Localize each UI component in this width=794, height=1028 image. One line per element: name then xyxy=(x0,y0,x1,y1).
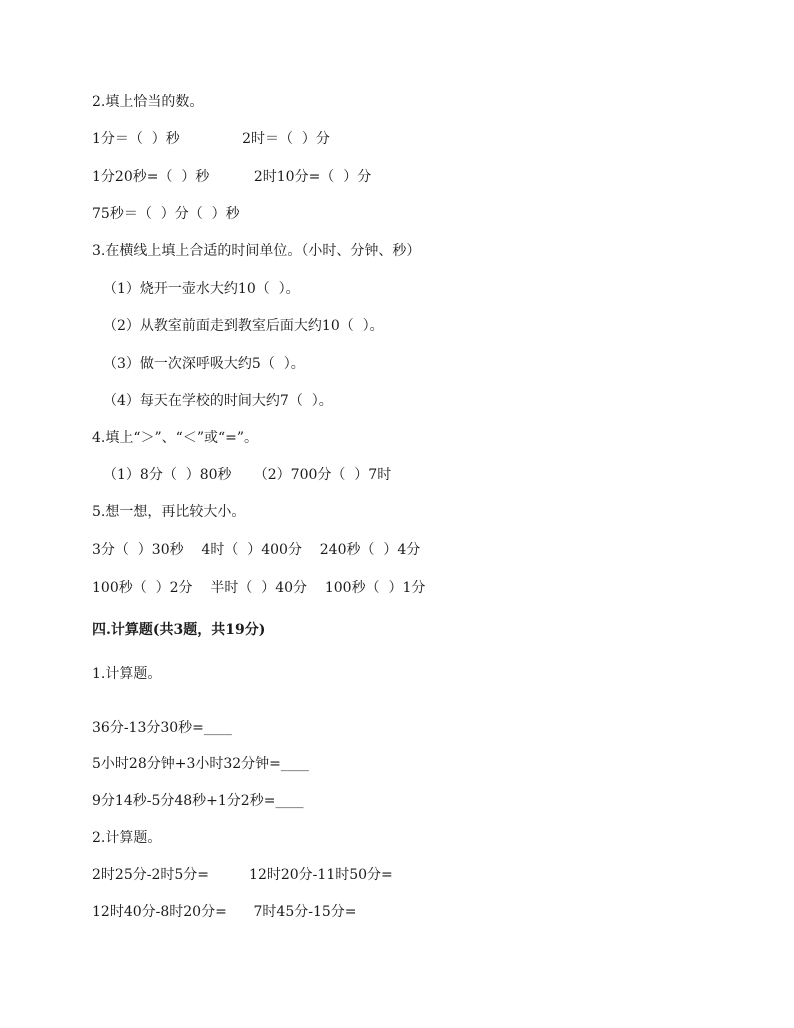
calc2-heading: 2.计算题。 xyxy=(92,830,162,846)
calc2-row-1: 2时25分-2时5分= 12时20分-11时50分= xyxy=(92,867,393,883)
q3-heading: 3.在横线上填上合适的时间单位。（小时、分钟、秒） xyxy=(92,243,421,259)
q3-item-1: （1）烧开一壶水大约10（ ）。 xyxy=(103,281,300,297)
q5-heading: 5.想一想，再比较大小。 xyxy=(92,504,246,520)
calc1-row-2: 5小时28分钟+3小时32分钟=____ xyxy=(92,756,309,772)
calc1-heading: 1.计算题。 xyxy=(92,666,162,682)
q2-row-1: 1分＝（ ）秒 2时＝（ ）分 xyxy=(92,131,330,147)
q2-row-2: 1分20秒=（ ）秒 2时10分=（ ）分 xyxy=(92,169,372,185)
q5-row-1: 3分（ ）30秒 4时（ ）400分 240秒（ ）4分 xyxy=(92,542,421,558)
q5-row-2: 100秒（ ）2分 半时（ ）40分 100秒（ ）1分 xyxy=(92,580,426,596)
q2-row-3: 75秒＝（ ）分（ ）秒 xyxy=(92,206,240,222)
calc1-row-3: 9分14秒-5分48秒+1分2秒=____ xyxy=(92,793,304,809)
q3-item-4: （4）每天在学校的时间大约7（ ）。 xyxy=(103,393,333,409)
section-four-heading: 四.计算题(共3题，共19分) xyxy=(92,622,266,638)
calc2-row-2: 12时40分-8时20分= 7时45分-15分= xyxy=(92,904,357,920)
q3-item-3: （3）做一次深呼吸大约5（ ）。 xyxy=(103,356,305,372)
q4-row: （1）8分（ ）80秒 （2）700分（ ）7时 xyxy=(103,467,392,483)
q2-heading: 2.填上恰当的数。 xyxy=(92,94,204,110)
q3-item-2: （2）从教室前面走到教室后面大约10（ ）。 xyxy=(103,318,384,334)
calc1-row-1: 36分-13分30秒=____ xyxy=(92,720,232,736)
q4-heading: 4.填上“＞”、“＜”或“=”。 xyxy=(92,430,259,446)
